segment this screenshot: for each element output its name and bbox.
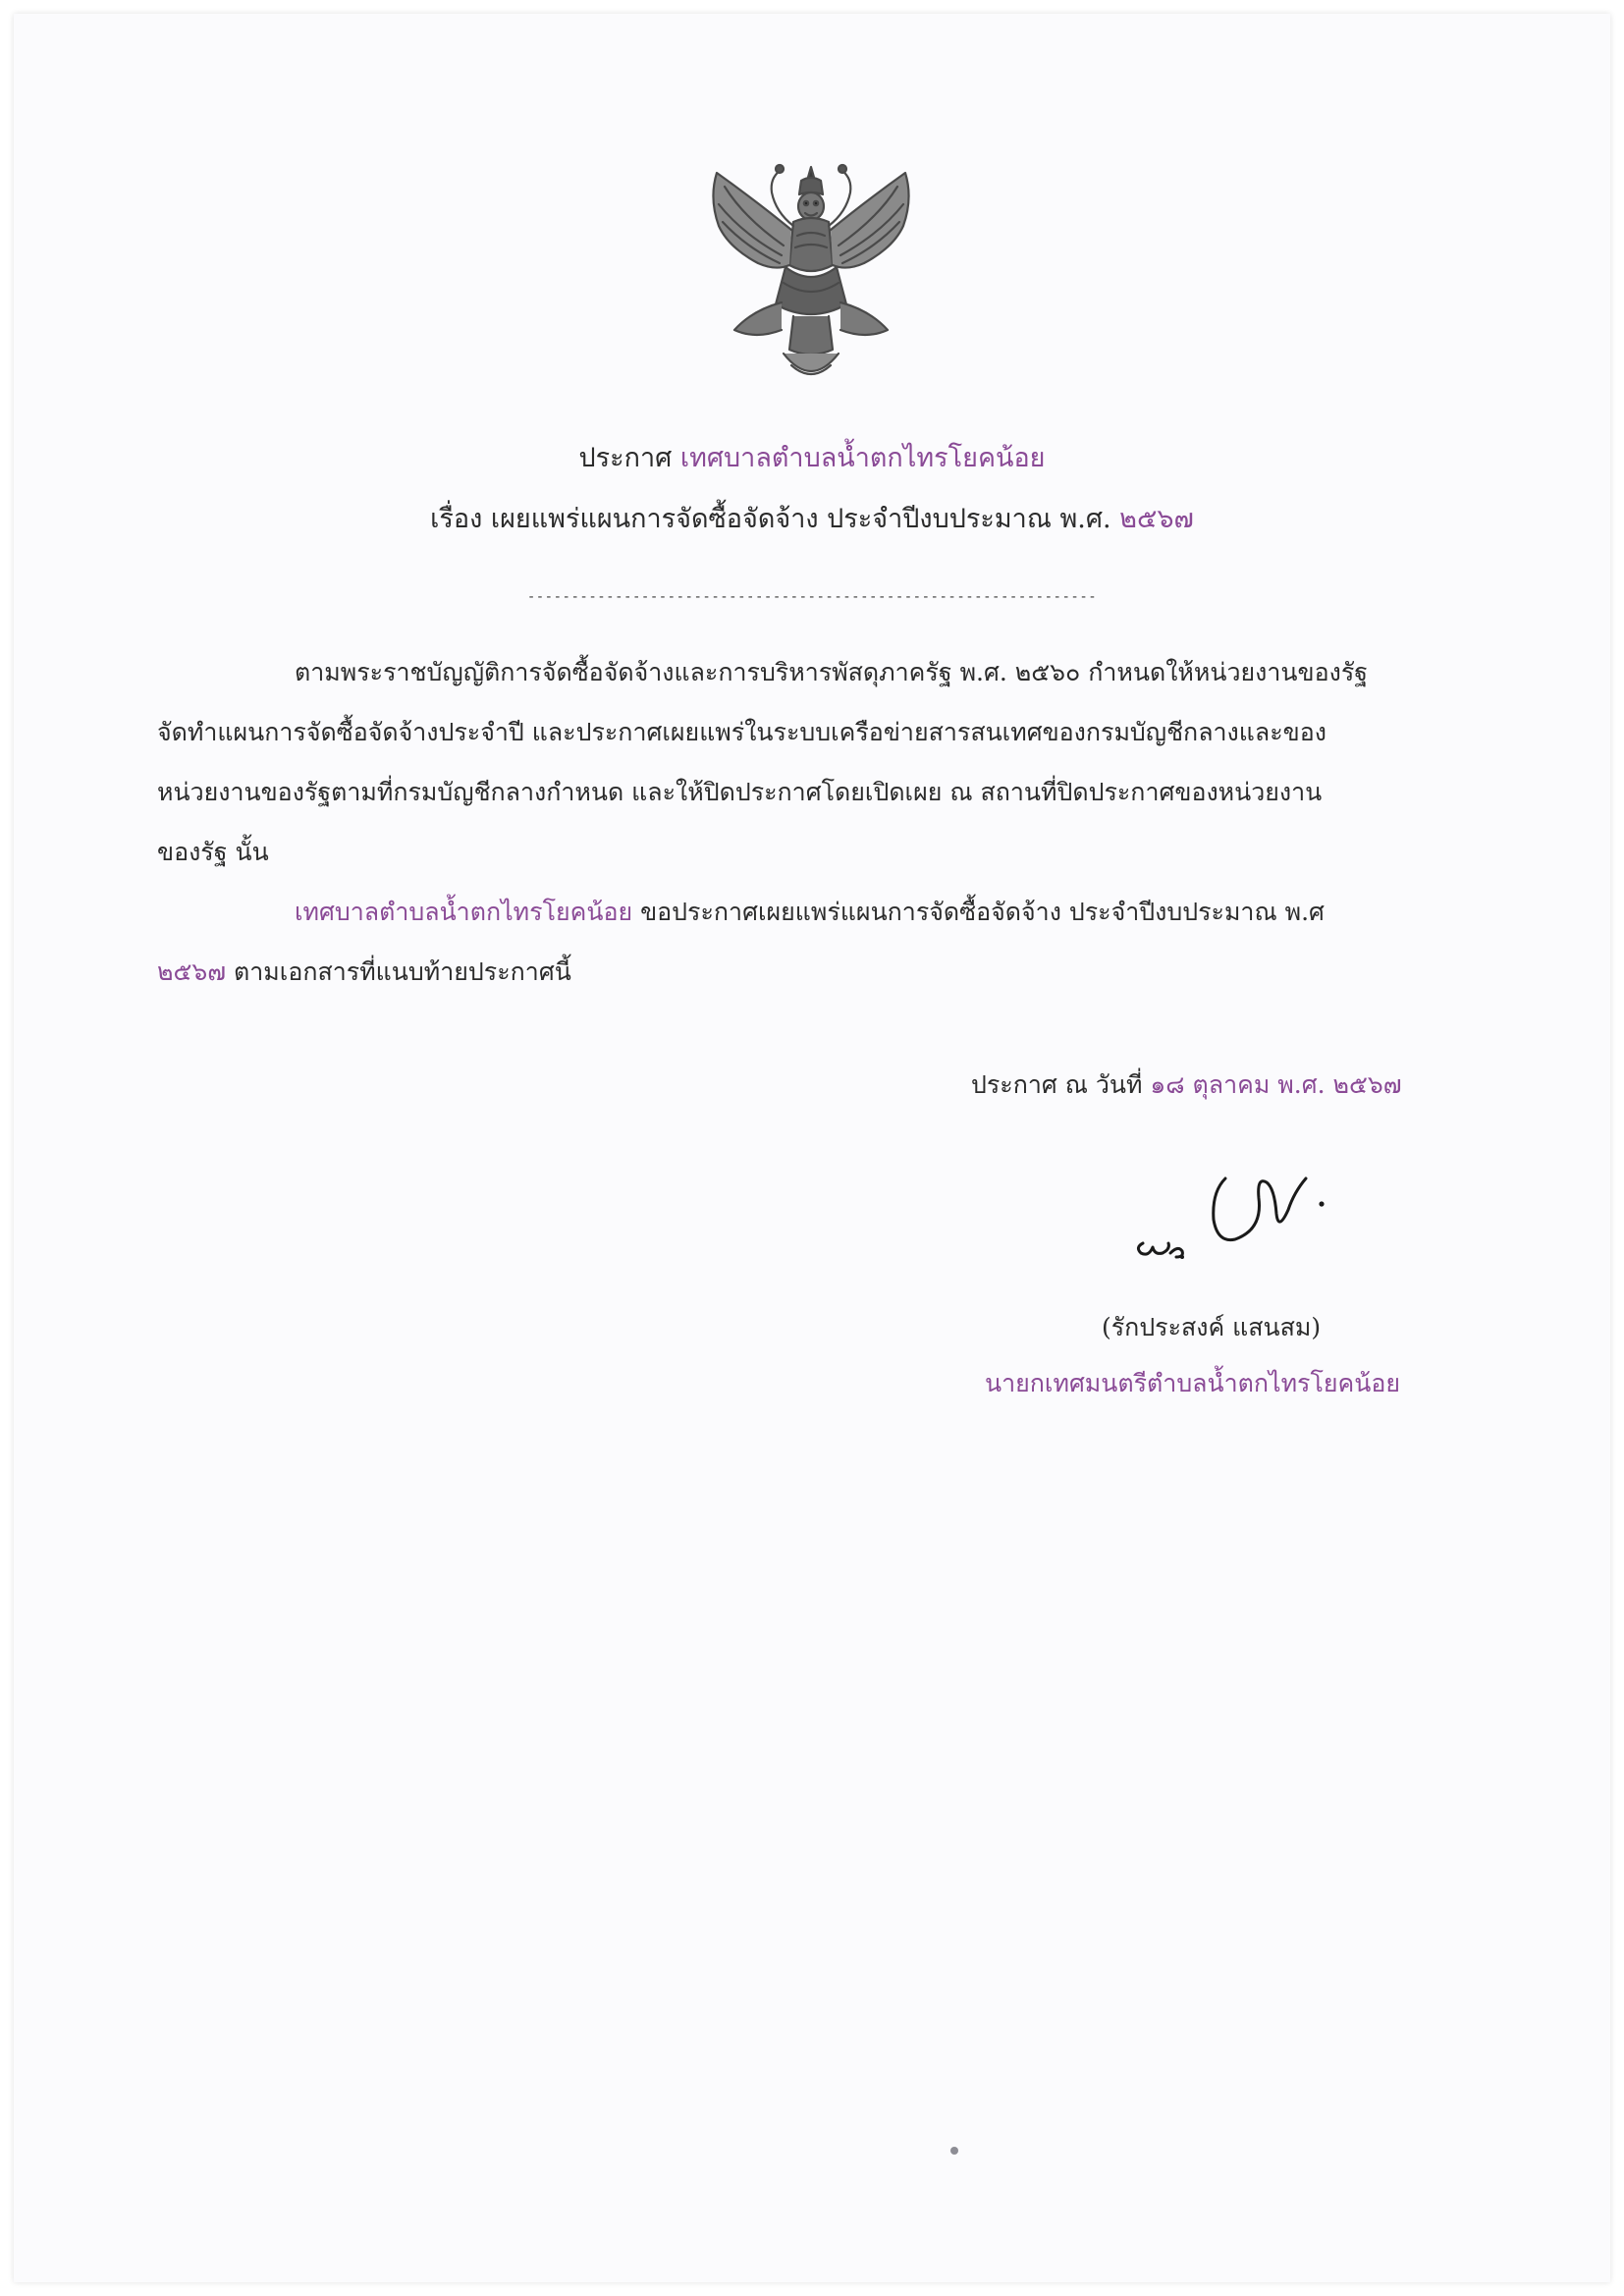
paragraph-1-line-2: จัดทำแผนการจัดซื้อจัดจ้างประจำปี และประกาศเผยแพร่ในระบบเครือข่ายสารสนเทศของกรมบัญชีกลางและของ (157, 718, 1326, 746)
paragraph-1-text-b: กำหนดให้หน่วยงานของรัฐ (1088, 658, 1369, 686)
header-prefix: ประกาศ (578, 443, 673, 473)
announcement-header (0, 436, 1624, 478)
paragraph-2-line-1 (157, 882, 1468, 942)
body-paragraph-1 (157, 642, 1468, 882)
scan-speck (950, 2147, 958, 2155)
subject-text: เรื่อง เผยแพร่แผนการจัดซื้อจัดจ้าง ประจำปีงบประมาณ พ.ศ. (430, 504, 1111, 534)
paragraph-2-line-2 (157, 942, 1468, 1002)
signer-name: (รักประสงค์ แสนสม) (1102, 1313, 1322, 1341)
paragraph-1-text-a: ตามพระราชบัญญัติการจัดซื้อจัดจ้างและการบริหารพัสดุภาครัฐ พ.ศ. (295, 658, 1007, 686)
signer-title: นายกเทศมนตรีตำบลน้ำตกไทรโยคน้อย (985, 1369, 1401, 1397)
paragraph-2-text-end: ตามเอกสารที่แนบท้ายประกาศนี้ (234, 957, 571, 986)
announcement-date (971, 1066, 1402, 1105)
paragraph-1-line-1 (157, 642, 1468, 702)
handwritten-signature (1119, 1159, 1365, 1277)
date-era: พ.ศ. (1277, 1070, 1326, 1099)
announcement-subject (0, 497, 1624, 539)
header-organization: เทศบาลตำบลน้ำตกไทรโยคน้อย (679, 443, 1046, 473)
date-prefix: ประกาศ ณ วันที่ (971, 1070, 1143, 1099)
paragraph-1-act-year: ๒๕๖๐ (1014, 658, 1081, 686)
paragraph-2-text: ขอประกาศเผยแพร่แผนการจัดซื้อจัดจ้าง ประจำปีงบประมาณ พ.ศ (640, 898, 1325, 926)
header-divider: ----------------------------------------------------------------- (526, 589, 1098, 605)
garuda-emblem-icon (699, 157, 923, 393)
paragraph-2-organization: เทศบาลตำบลน้ำตกไทรโยคน้อย (295, 898, 633, 926)
paragraph-1-line-4: ของรัฐ นั้น (157, 838, 269, 866)
date-month: ตุลาคม (1192, 1070, 1271, 1099)
body-paragraph-2 (157, 882, 1468, 1002)
date-year: ๒๕๖๗ (1332, 1070, 1402, 1099)
subject-year: ๒๕๖๗ (1119, 504, 1194, 534)
paragraph-2-year: ๒๕๖๗ (157, 957, 227, 986)
paragraph-1-line-3: หน่วยงานของรัฐตามที่กรมบัญชีกลางกำหนด และให้ปิดประกาศโดยเปิดเผย ณ สถานที่ปิดประกาศของหน่วยงาน (157, 778, 1323, 806)
date-day: ๑๘ (1150, 1070, 1185, 1099)
